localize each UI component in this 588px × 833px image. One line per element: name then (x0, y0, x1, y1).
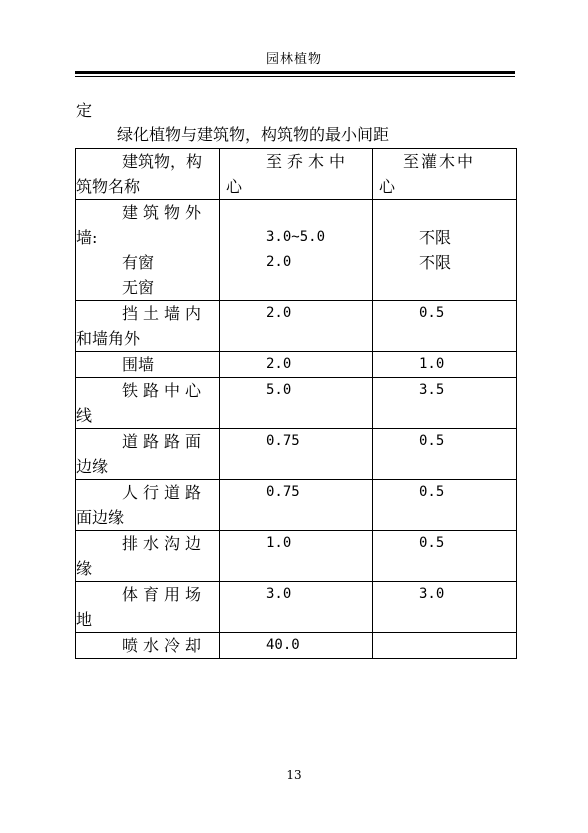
row-shrub-cell (373, 429, 517, 480)
row-tree-value: 3.0 (266, 586, 292, 602)
row-shrub-line (373, 200, 516, 225)
row-shrub-value: 1.0 (419, 356, 445, 372)
table-row (76, 352, 517, 378)
row-name-cell (76, 200, 220, 301)
row-name-line: 喷水冷却 (122, 636, 207, 655)
row-tree-cell (220, 352, 373, 378)
table-row (76, 301, 517, 352)
row-tree-cell (220, 480, 373, 531)
header-name-line-1: 建筑物，构 (122, 152, 203, 171)
row-tree-value: 5.0 (266, 382, 292, 398)
table-caption: 绿化植物与建筑物，构筑物的最小间距 (117, 125, 390, 144)
row-shrub-line: 不限 (419, 228, 452, 247)
row-name-cell (76, 633, 220, 659)
row-name-line: 人行道路 (122, 483, 207, 502)
row-tree-line (220, 275, 372, 300)
header-cell-shrub (373, 149, 517, 200)
row-shrub-value: 3.0 (419, 586, 445, 602)
row-shrub-value (373, 633, 516, 658)
row-shrub-cell (373, 378, 517, 429)
row-tree-line (220, 200, 372, 225)
row-shrub-cell (373, 301, 517, 352)
header-cell-tree (220, 149, 373, 200)
running-header: 园林植物 (265, 52, 322, 67)
row-name-line: 线 (76, 406, 93, 425)
header-shrub-line-2: 心 (379, 177, 396, 196)
row-name-line: 铁路中心 (122, 381, 207, 400)
row-tree-value: 2.0 (266, 356, 292, 372)
row-shrub-line (373, 275, 516, 300)
row-tree-value: 0.75 (266, 433, 300, 449)
row-shrub-value: 0.5 (419, 535, 445, 551)
row-shrub-cell (373, 200, 517, 301)
row-shrub-value: 3.5 (419, 382, 445, 398)
row-tree-cell (220, 301, 373, 352)
header-tree-line-2: 心 (226, 177, 243, 196)
row-name-line: 面边缘 (76, 508, 125, 527)
row-tree-cell (220, 378, 373, 429)
table-row (76, 582, 517, 633)
row-name-line: 地 (76, 610, 93, 629)
row-name-line: 无窗 (122, 278, 155, 297)
table-row (76, 531, 517, 582)
row-name-line: 排水沟边 (122, 534, 207, 553)
row-shrub-value: 0.5 (419, 484, 445, 500)
table-row (76, 378, 517, 429)
row-name-line: 围墙 (122, 355, 155, 374)
row-tree-value: 2.0 (266, 305, 292, 321)
row-shrub-line: 不限 (419, 253, 452, 272)
page-number: 13 (286, 768, 302, 782)
row-tree-cell (220, 633, 373, 659)
header-rule-thin (75, 76, 515, 77)
row-name-line: 道路路面 (122, 432, 207, 451)
row-tree-cell (220, 531, 373, 582)
row-name-line: 挡土墙内 (122, 304, 207, 323)
row-shrub-cell (373, 352, 517, 378)
header-name-line-2: 筑物名称 (76, 177, 141, 196)
row-tree-line: 2.0 (266, 254, 292, 270)
row-tree-cell (220, 200, 373, 301)
row-shrub-cell (373, 480, 517, 531)
row-name-line: 墙: (76, 228, 98, 247)
row-shrub-value: 0.5 (419, 305, 445, 321)
row-name-line: 缘 (76, 559, 93, 578)
distance-table (75, 148, 517, 659)
row-name-line: 体育用场 (122, 585, 207, 604)
header-cell-name (76, 149, 220, 200)
table-row (76, 200, 517, 301)
row-name-cell (76, 301, 220, 352)
row-name-line: 建筑物外 (122, 203, 207, 222)
row-name-cell (76, 582, 220, 633)
row-tree-line: 3.0~5.0 (266, 229, 326, 245)
row-name-line: 有窗 (122, 253, 155, 272)
row-tree-cell (220, 582, 373, 633)
row-name-cell (76, 531, 220, 582)
row-name-cell (76, 480, 220, 531)
row-tree-value: 1.0 (266, 535, 292, 551)
table-row (76, 429, 517, 480)
header-shrub-line-1: 至灌木中 (403, 152, 476, 171)
table-row (76, 633, 517, 659)
row-shrub-cell (373, 582, 517, 633)
row-name-line: 边缘 (76, 457, 109, 476)
table-header-row (76, 149, 517, 200)
row-name-cell (76, 352, 220, 378)
continued-text: 定 (76, 101, 93, 120)
row-name-cell (76, 378, 220, 429)
row-shrub-cell (373, 531, 517, 582)
row-name-line: 和墙角外 (76, 329, 141, 348)
row-shrub-cell (373, 633, 517, 659)
row-tree-value: 40.0 (266, 637, 300, 653)
row-shrub-value: 0.5 (419, 433, 445, 449)
row-name-cell (76, 429, 220, 480)
table-row (76, 480, 517, 531)
header-tree-line-1: 至乔木中 (266, 152, 351, 171)
header-rule-thick (75, 71, 515, 74)
row-tree-value: 0.75 (266, 484, 300, 500)
row-tree-cell (220, 429, 373, 480)
